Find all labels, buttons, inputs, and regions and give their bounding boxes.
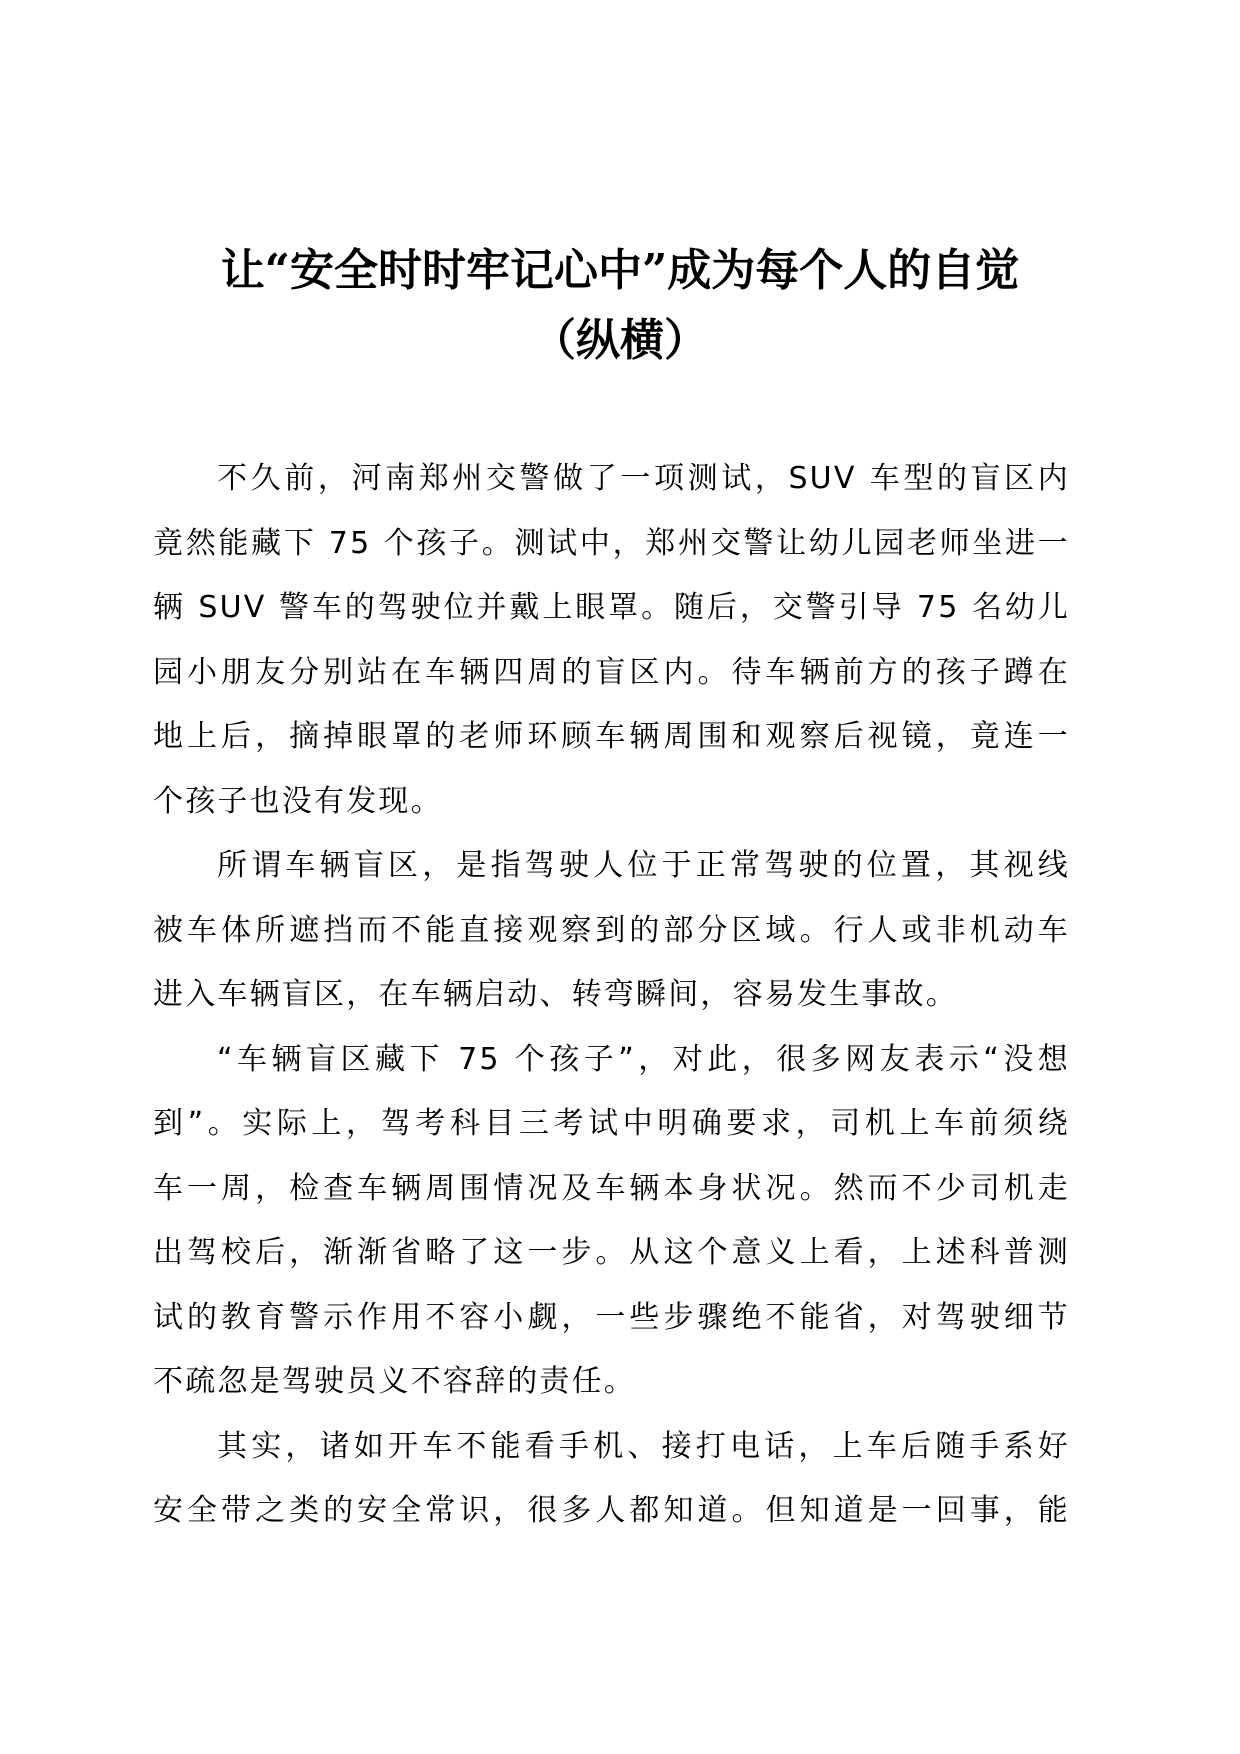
text-line: 到”。实际上，驾考科目三考试中明确要求，司机上车前须绕 bbox=[153, 1106, 1070, 1141]
paragraph-3 bbox=[153, 1028, 1070, 1415]
text-line: 车一周，检查车辆周围情况及车辆本身状况。然而不少司机走 bbox=[153, 1170, 1070, 1206]
text-line: 其实，诸如开车不能看手机、接打电话，上车后随手系好 bbox=[217, 1428, 1070, 1464]
title-line-2: （纵横） bbox=[532, 315, 708, 366]
article-title bbox=[150, 236, 1090, 376]
text-line: 试的教育警示作用不容小觑，一些步骤绝不能省，对驾驶细节 bbox=[153, 1299, 1070, 1335]
text-line: 辆 SUV 警车的驾驶位并戴上眼罩。随后，交警引导 75 名幼儿 bbox=[153, 590, 1070, 625]
text-line: 不疏忽是驾驶员义不容辞的责任。 bbox=[153, 1364, 636, 1399]
text-line: 进入车辆盲区，在车辆启动、转弯瞬间，容易发生事故。 bbox=[153, 977, 958, 1012]
text-line: 安全带之类的安全常识，很多人都知道。但知道是一回事，能 bbox=[153, 1493, 1070, 1528]
paragraph-4 bbox=[153, 1415, 1070, 1544]
text-line: 出驾校后，渐渐省略了这一步。从这个意义上看，上述科普测 bbox=[153, 1235, 1070, 1270]
paragraph-1 bbox=[153, 447, 1070, 834]
title-line-1: 让“安全时时牢记心中”成为每个人的自觉 bbox=[220, 245, 1020, 296]
paragraph-2 bbox=[153, 834, 1070, 1028]
text-line: 不久前，河南郑州交警做了一项测试，SUV 车型的盲区内 bbox=[217, 461, 1070, 496]
text-line: 竟然能藏下 75 个孩子。测试中，郑州交警让幼儿园老师坐进一 bbox=[153, 525, 1070, 561]
text-line: “车辆盲区藏下 75 个孩子”，对此，很多网友表示“没想 bbox=[217, 1041, 1070, 1077]
article-body bbox=[153, 447, 1070, 1544]
text-line: 所谓车辆盲区，是指驾驶人位于正常驾驶的位置，其视线 bbox=[217, 848, 1070, 883]
text-line: 被车体所遮挡而不能直接观察到的部分区域。行人或非机动车 bbox=[153, 912, 1070, 948]
text-line: 地上后，摘掉眼罩的老师环顾车辆周围和观察后视镜，竟连一 bbox=[153, 719, 1070, 754]
text-line: 个孩子也没有发现。 bbox=[153, 783, 443, 819]
text-line: 园小朋友分别站在车辆四周的盲区内。待车辆前方的孩子蹲在 bbox=[153, 654, 1070, 690]
